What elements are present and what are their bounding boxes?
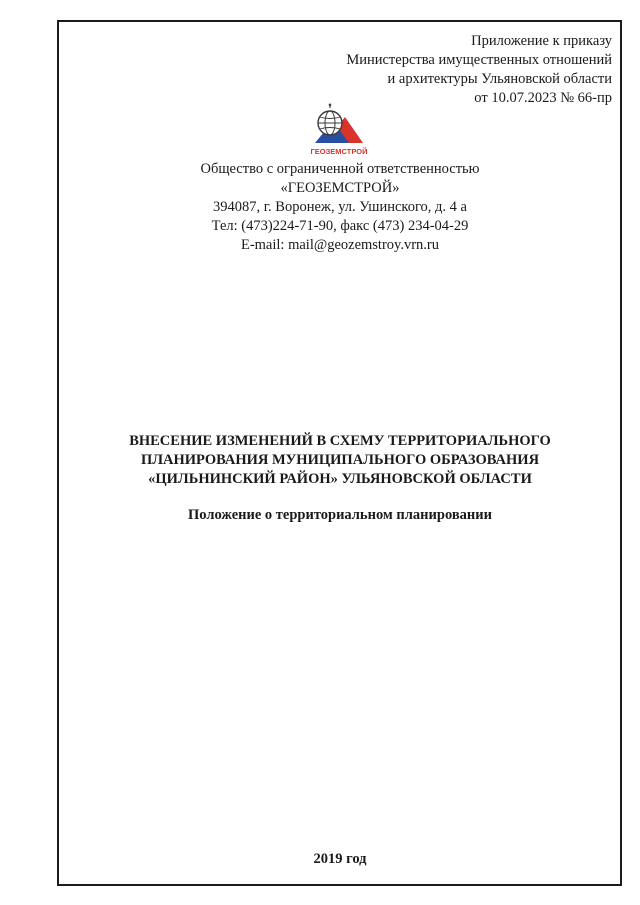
document-title bbox=[80, 432, 600, 489]
title-line: ВНЕСЕНИЕ ИЗМЕНЕНИЙ В СХЕМУ ТЕРРИТОРИАЛЬНОГО bbox=[129, 433, 551, 449]
document-year: 2019 год bbox=[313, 851, 367, 867]
title-line: ПЛАНИРОВАНИЯ МУНИЦИПАЛЬНОГО ОБРАЗОВАНИЯ bbox=[140, 452, 540, 468]
annex-line: Приложение к приказу bbox=[471, 33, 612, 49]
company-logo bbox=[307, 103, 371, 159]
title-line: «ЦИЛЬНИНСКИЙ РАЙОН» УЛЬЯНОВСКОЙ ОБЛАСТИ bbox=[148, 471, 532, 487]
company-block bbox=[120, 160, 560, 255]
annex-line: и архитектуры Ульяновской области bbox=[387, 71, 612, 87]
document-subtitle: Положение о территориальном планировании bbox=[188, 507, 492, 523]
company-name-line: Общество с ограниченной ответственностью bbox=[200, 161, 480, 177]
annex-date-line: от 10.07.2023 № 66-пр bbox=[474, 90, 612, 106]
company-name: «ГЕОЗЕМСТРОЙ» bbox=[280, 180, 400, 196]
annex-line: Министерства имущественных отношений bbox=[346, 52, 612, 68]
company-address: 394087, г. Воронеж, ул. Ушинского, д. 4 а bbox=[213, 199, 467, 215]
globe-triangle-logo-icon bbox=[315, 104, 363, 144]
company-email: E-mail: mail@geozemstroy.vrn.ru bbox=[240, 237, 440, 253]
annex-block bbox=[346, 32, 612, 108]
logo-text: ГЕОЗЕМСТРОЙ bbox=[310, 147, 368, 156]
company-phone: Тел: (473)224-71-90, факс (473) 234-04-29 bbox=[211, 218, 469, 234]
